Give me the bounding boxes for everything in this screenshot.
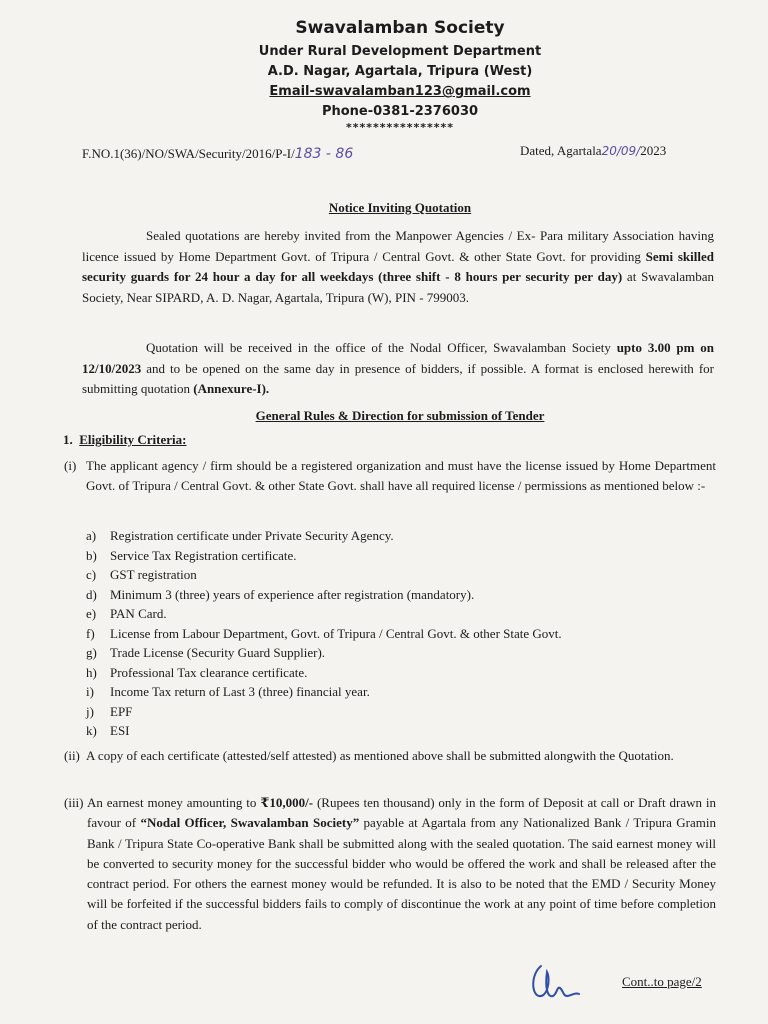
item3-text-c: (Rupees ten thousand) only in the form of Deposit at call or Draft drawn in favour of [87,795,716,831]
list-item-letter: h) [86,664,97,680]
list-item [86,643,562,663]
rule-item-number: (iii) [64,795,84,810]
list-item [86,663,562,683]
list-item-text: EPF [110,703,133,719]
list-item-letter: c) [86,567,97,582]
section-heading [63,432,186,448]
list-item-letter: a) [86,528,97,543]
file-number-prefix: F.NO.1(36)/NO/SWA/Security/2016/P-I/ [82,146,295,161]
list-item [86,682,562,702]
item3-text-a: An earnest money amounting to [87,795,261,810]
rule-item-number: (i) [64,458,77,473]
notice-title: Notice Inviting Quotation [328,200,472,215]
rules-title: General Rules & Direction for submission of Tender [255,408,545,423]
file-number-handwritten: 183 - 86 [294,146,354,162]
rule-item-text: The applicant agency / firm should be a registered organization and must have the license issued by Home Department Govt. of Tripura / Central Govt. & other State Govt. shall have all required license / permissions as mentioned below :- [86,458,716,493]
list-item-letter: j) [86,703,94,719]
list-item [86,546,562,566]
list-item-text: Trade License (Security Guard Supplier). [110,645,326,660]
list-item-letter: b) [86,547,97,563]
rule-item-1 [64,456,716,495]
list-item-letter: i) [86,684,94,699]
department-line: Under Rural Development Department [258,44,542,59]
list-item [86,721,562,741]
section-title: Eligibility Criteria: [79,432,187,447]
p2-text-a: Quotation will be received in the office of the Nodal Officer, Swavalamban Society [146,340,617,355]
p1-text-c: at Swavalamban Society, Near SIPARD, A. D. Nagar, Agartala, Tripura (W), PIN - 799003. [82,269,715,305]
list-item [86,565,562,585]
list-item-text: Professional Tax clearance certificate. [110,664,308,680]
rule-item-3 [64,793,716,935]
continued-note: Cont..to page/2 [622,974,702,989]
list-item [86,702,562,722]
list-item [86,604,562,624]
p1-text-a: Sealed quotations are hereby invited from the Manpower Agencies / Ex- Para military Association having licence issued by Home Department Govt. of Tripura / Central Govt. & other State Govt. for providing [82,228,714,264]
list-item-text: License from Labour Department, Govt. of Tripura / Central Govt. & other State Govt. [110,625,562,641]
list-item-text: ESI [110,723,130,738]
rule-item-number: (ii) [64,748,80,763]
p1-text-bold: Semi skilled security guards for 24 hour a day for all weekdays (three shift - 8 hours per security per day) [82,248,714,284]
phone-line: Phone-0381-2376030 [321,104,479,119]
section-number: 1. [63,432,73,447]
p2-deadline: upto 3.00 pm on 12/10/2023 [82,340,715,376]
rule-item-text: A copy of each certificate (attested/self attested) as mentioned above shall be submitted alongwith the Quotation. [86,748,674,763]
item3-text-e: payable at Agartala from any Nationalized Bank / Tripura Gramin Bank / Tripura State Co-operative Bank shall be submitted along with the sealed quotation. The said earnest money will be converted to security money for the successful bidder who would be offered the work and shall be released after the contract period. For others the earnest money would be refunded. It is also to be noted that the EMD / Security Money will be forfeited if the successful bidders fails to comply of discontinue the work at any point of time before completion of the contract period. [87,815,716,932]
notice-paragraph-1 [82,226,714,308]
date-prefix: Dated, Agartala [520,143,602,158]
notice-paragraph-2 [82,338,714,400]
list-item-text: GST registration [110,567,197,582]
date-line [520,143,666,159]
list-item-text: Minimum 3 (three) years of experience after registration (mandatory). [110,586,475,602]
list-item [86,526,562,546]
list-item-letter: k) [86,723,97,738]
list-item-letter: g) [86,645,97,660]
list-item-text: Registration certificate under Private Security Agency. [110,528,394,543]
email-link[interactable]: Email-swavalamban123@gmail.com [269,84,531,99]
signature-icon [527,960,587,1004]
list-item-letter: e) [86,606,97,621]
p2-text-c: and to be opened on the same day in presence of bidders, if possible. A format is enclosed herewith for submitting quotation [82,360,714,396]
rule-item-2 [64,746,716,766]
list-item-text: PAN Card. [110,606,167,621]
rule-item-text [64,793,716,935]
list-item-text: Income Tax return of Last 3 (three) financial year. [110,684,370,699]
list-item-text: Service Tax Registration certificate. [110,547,297,563]
required-documents-list [86,526,562,741]
date-year: 2023 [640,143,667,158]
p2-annexure: (Annexure-I). [193,381,270,396]
list-item-letter: f) [86,625,95,641]
header-separator: **************** [345,121,455,134]
payee-name: “Nodal Officer, Swavalamban Society” [140,815,360,831]
address-line: A.D. Nagar, Agartala, Tripura (West) [267,64,533,79]
org-name: Swavalamban Society [295,18,505,38]
date-handwritten: 20/09/ [601,144,641,158]
file-number [82,146,353,162]
list-item [86,585,562,605]
list-item-letter: d) [86,586,97,602]
earnest-money-amount: ₹10,000/- [260,795,314,810]
list-item [86,624,562,644]
